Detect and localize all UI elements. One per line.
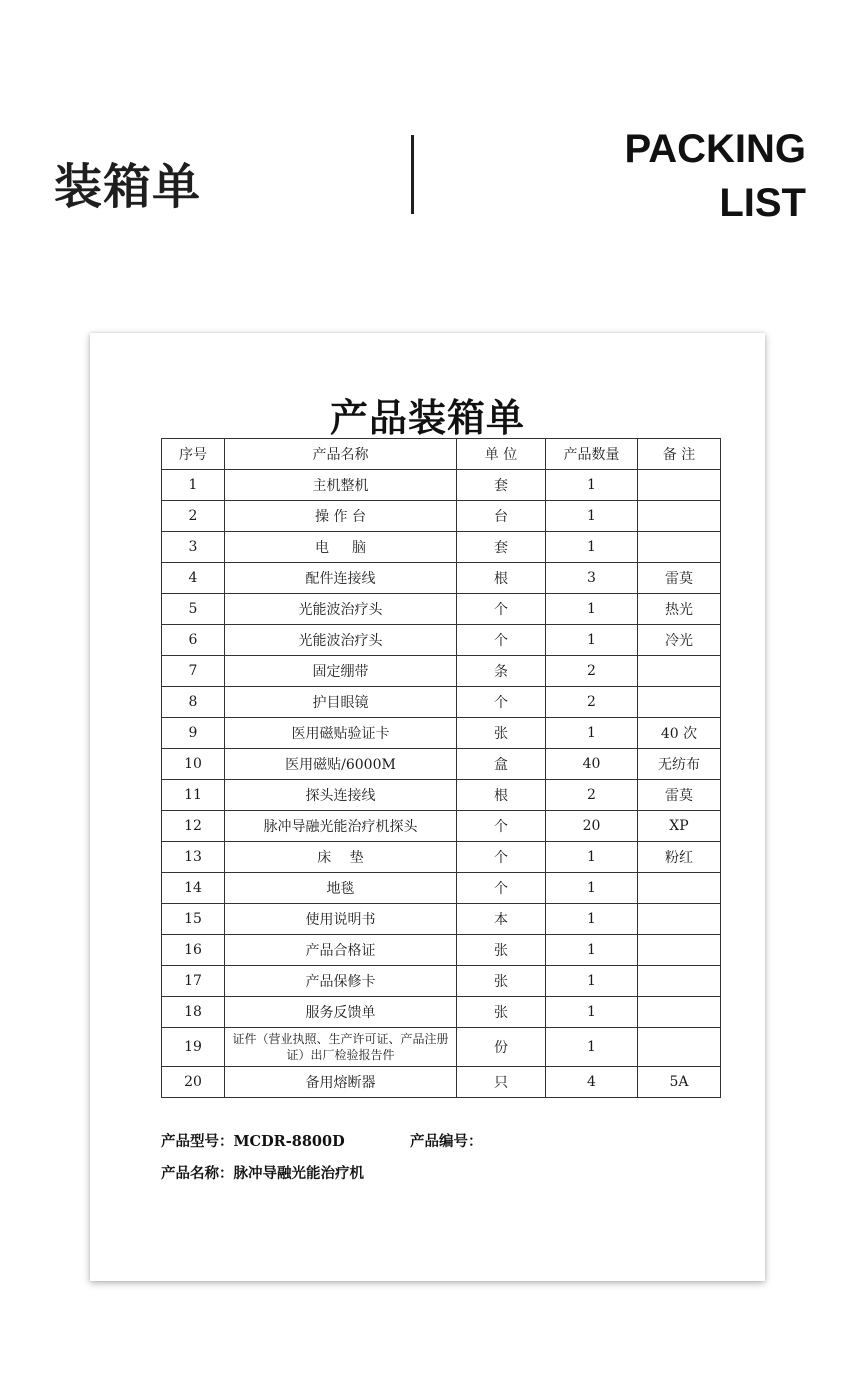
table-row (162, 842, 721, 873)
cell-unit: 根 (457, 563, 546, 594)
table-row (162, 997, 721, 1028)
cell-quantity: 1 (546, 625, 638, 656)
table-row (162, 749, 721, 780)
cell-note (638, 1028, 721, 1067)
cell-unit: 份 (457, 1028, 546, 1067)
cell-quantity: 20 (546, 811, 638, 842)
cell-note: XP (638, 811, 721, 842)
table-row (162, 656, 721, 687)
cell-quantity: 2 (546, 656, 638, 687)
cell-unit: 本 (457, 904, 546, 935)
cell-note (638, 501, 721, 532)
cell-note (638, 470, 721, 501)
cell-quantity: 1 (546, 997, 638, 1028)
table-row (162, 904, 721, 935)
cell-quantity: 1 (546, 1028, 638, 1067)
cell-unit: 条 (457, 656, 546, 687)
cell-number: 6 (162, 625, 225, 656)
cell-number: 15 (162, 904, 225, 935)
column-header-product-name: 产品名称 (225, 439, 457, 470)
cell-unit: 套 (457, 532, 546, 563)
cell-number: 20 (162, 1067, 225, 1098)
cell-unit: 盒 (457, 749, 546, 780)
cell-number: 12 (162, 811, 225, 842)
cell-unit: 台 (457, 501, 546, 532)
product-serial-label: 产品编号： (410, 1133, 483, 1150)
cell-number: 8 (162, 687, 225, 718)
cell-note: 无纺布 (638, 749, 721, 780)
cell-product-name: 地毯 (225, 873, 457, 904)
cell-product-name: 主机整机 (225, 470, 457, 501)
cell-product-name: 操 作 台 (225, 501, 457, 532)
cell-product-name: 备用熔断器 (225, 1067, 457, 1098)
cell-number: 14 (162, 873, 225, 904)
cell-note: 热光 (638, 594, 721, 625)
cell-number: 17 (162, 966, 225, 997)
cell-unit: 张 (457, 997, 546, 1028)
cell-product-name: 探头连接线 (225, 780, 457, 811)
table-row (162, 811, 721, 842)
cell-product-name: 固定绷带 (225, 656, 457, 687)
table-row (162, 687, 721, 718)
cell-product-name: 配件连接线 (225, 563, 457, 594)
cell-quantity: 1 (546, 935, 638, 966)
table-row (162, 780, 721, 811)
cell-unit: 个 (457, 625, 546, 656)
cell-product-name: 使用说明书 (225, 904, 457, 935)
cell-number: 7 (162, 656, 225, 687)
cell-unit: 个 (457, 687, 546, 718)
document-title: 产品装箱单 (329, 395, 525, 440)
cell-product-name: 床 垫 (225, 842, 457, 873)
cell-number: 16 (162, 935, 225, 966)
cell-number: 5 (162, 594, 225, 625)
cell-note: 40 次 (638, 718, 721, 749)
table-header-row (162, 439, 721, 470)
cell-quantity: 40 (546, 749, 638, 780)
cell-quantity: 1 (546, 904, 638, 935)
cell-number: 9 (162, 718, 225, 749)
cell-note (638, 904, 721, 935)
cell-note: 粉红 (638, 842, 721, 873)
cell-unit: 个 (457, 811, 546, 842)
packing-list-document (90, 333, 765, 1281)
cell-quantity: 2 (546, 780, 638, 811)
cell-product-name: 产品保修卡 (225, 966, 457, 997)
cell-note (638, 997, 721, 1028)
cell-unit: 张 (457, 966, 546, 997)
cell-quantity: 1 (546, 501, 638, 532)
table-row (162, 1067, 721, 1098)
cell-quantity: 4 (546, 1067, 638, 1098)
cell-note (638, 935, 721, 966)
table-row (162, 594, 721, 625)
header-divider (411, 135, 414, 214)
cell-product-name: 护目眼镜 (225, 687, 457, 718)
cell-product-name: 光能波治疗头 (225, 594, 457, 625)
cell-product-name: 光能波治疗头 (225, 625, 457, 656)
cell-unit: 张 (457, 718, 546, 749)
table-row (162, 563, 721, 594)
table-row (162, 625, 721, 656)
cell-number: 19 (162, 1028, 225, 1067)
cell-unit: 只 (457, 1067, 546, 1098)
table-row (162, 935, 721, 966)
page-title-english-line2: LIST (719, 181, 806, 225)
cell-quantity: 1 (546, 873, 638, 904)
cell-quantity: 1 (546, 966, 638, 997)
packing-table (161, 438, 721, 1098)
cell-unit: 个 (457, 594, 546, 625)
cell-number: 13 (162, 842, 225, 873)
cell-note: 冷光 (638, 625, 721, 656)
cell-note: 5A (638, 1067, 721, 1098)
page-title-english-line1: PACKING (624, 127, 806, 171)
cell-unit: 张 (457, 935, 546, 966)
cell-note (638, 532, 721, 563)
cell-note (638, 687, 721, 718)
table-row (162, 532, 721, 563)
cell-product-name: 脉冲导融光能治疗机探头 (225, 811, 457, 842)
cell-note (638, 656, 721, 687)
column-header-note: 备 注 (638, 439, 721, 470)
cell-unit: 根 (457, 780, 546, 811)
table-row (162, 873, 721, 904)
cell-note: 雷莫 (638, 563, 721, 594)
cell-unit: 个 (457, 873, 546, 904)
cell-note (638, 966, 721, 997)
cell-product-name: 证件（营业执照、生产许可证、产品注册证）出厂检验报告件 (225, 1028, 457, 1067)
column-header-unit: 单 位 (457, 439, 546, 470)
cell-number: 11 (162, 780, 225, 811)
cell-unit: 个 (457, 842, 546, 873)
table-row (162, 1028, 721, 1067)
product-model: 产品型号：MCDR-8800D (161, 1133, 345, 1150)
cell-quantity: 1 (546, 842, 638, 873)
cell-number: 2 (162, 501, 225, 532)
cell-quantity: 1 (546, 718, 638, 749)
cell-note (638, 873, 721, 904)
cell-quantity: 1 (546, 532, 638, 563)
table-row (162, 966, 721, 997)
table-row (162, 470, 721, 501)
cell-number: 10 (162, 749, 225, 780)
cell-number: 18 (162, 997, 225, 1028)
table-row (162, 501, 721, 532)
cell-product-name: 服务反馈单 (225, 997, 457, 1028)
cell-product-name: 产品合格证 (225, 935, 457, 966)
column-header-quantity: 产品数量 (546, 439, 638, 470)
column-header-number: 序号 (162, 439, 225, 470)
table-row (162, 718, 721, 749)
cell-product-name: 医用磁贴/6000M (225, 749, 457, 780)
cell-quantity: 1 (546, 594, 638, 625)
page-title: 装箱单 (54, 159, 202, 215)
cell-number: 4 (162, 563, 225, 594)
cell-product-name: 医用磁贴验证卡 (225, 718, 457, 749)
cell-quantity: 2 (546, 687, 638, 718)
cell-note: 雷莫 (638, 780, 721, 811)
footer-model-line (161, 1130, 483, 1151)
cell-quantity: 3 (546, 563, 638, 594)
cell-unit: 套 (457, 470, 546, 501)
footer-product-name: 产品名称：脉冲导融光能治疗机 (161, 1165, 364, 1182)
cell-number: 3 (162, 532, 225, 563)
cell-number: 1 (162, 470, 225, 501)
cell-quantity: 1 (546, 470, 638, 501)
cell-product-name: 电 脑 (225, 532, 457, 563)
page-title-english (625, 122, 806, 230)
